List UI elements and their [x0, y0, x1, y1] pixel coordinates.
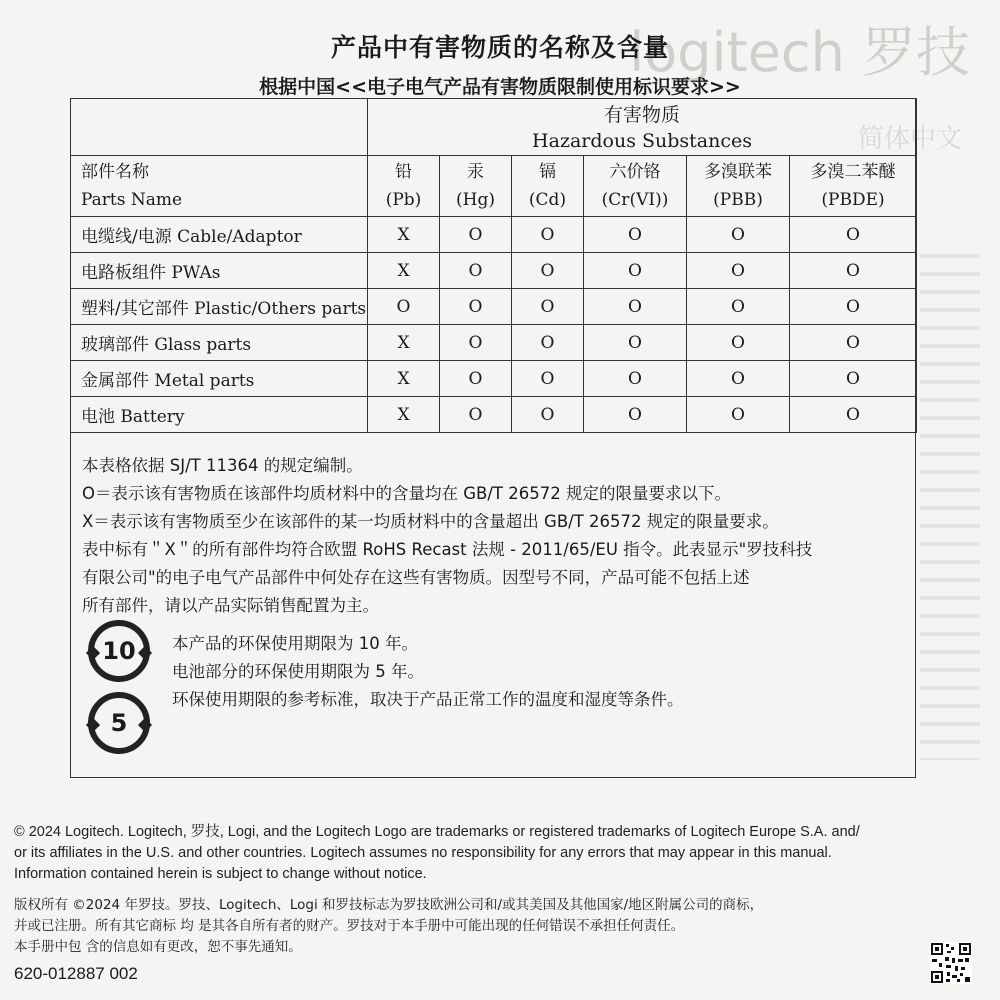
value-cell: X	[368, 361, 440, 397]
note-line: 所有部件，请以产品实际销售配置为主。	[82, 596, 379, 615]
column-header-hg: 汞 (Hg)	[440, 156, 512, 217]
note-line: 本表格依据 SJ/T 11364 的规定编制。	[82, 456, 363, 475]
part-name-cell: 电池 Battery	[71, 397, 368, 433]
value-cell: O	[790, 253, 917, 289]
copyright-cn-line: 并或已注册。所有其它商标 均 是其各自所有者的财产。罗技对于本手册中可能出现的任何错误不承担任何责任。	[14, 918, 685, 934]
value-cell: O	[584, 217, 687, 253]
column-header-cd: 镉 (Cd)	[512, 156, 584, 217]
value-cell: O	[790, 289, 917, 325]
value-cell: X	[368, 217, 440, 253]
value-cell: O	[368, 289, 440, 325]
epup-10-icon: 10	[88, 620, 150, 682]
epup-description	[172, 630, 684, 714]
table-row	[71, 217, 917, 253]
value-cell: O	[512, 325, 584, 361]
copyright-en-line: Information contained herein is subject to change without notice.	[14, 866, 427, 882]
table-notes	[82, 452, 912, 620]
value-cell: O	[440, 361, 512, 397]
value-cell: O	[687, 289, 790, 325]
epup-5-icon: 5	[88, 692, 150, 754]
value-cell: O	[512, 217, 584, 253]
copyright-en-line: or its affiliates in the U.S. and other countries. Logitech assumes no responsibility for any errors that may appear in this manual.	[14, 845, 832, 861]
copyright-cn-line: 版权所有 ©2024 年罗技。罗技、Logitech、Logi 和罗技标志为罗技欧洲公司和/或其美国及其他国家/地区附属公司的商标，	[14, 897, 764, 913]
note-line: X＝表示该有害物质至少在该部件的某一均质材料中的含量超出 GB/T 26572 规定的限量要求。	[82, 512, 779, 531]
value-cell: O	[687, 361, 790, 397]
value-cell: X	[368, 253, 440, 289]
column-header-cr: 六价铬 (Cr(VI))	[584, 156, 687, 217]
value-cell: O	[440, 289, 512, 325]
group-header-en: Hazardous Substances	[368, 127, 917, 156]
part-header-en: Parts Name	[81, 190, 183, 210]
table-row	[71, 325, 917, 361]
column-header-pbde: 多溴二苯醚 (PBDE)	[790, 156, 917, 217]
column-header-pbb: 多溴联苯 (PBB)	[687, 156, 790, 217]
value-cell: O	[512, 253, 584, 289]
group-header-cn: 有害物质	[368, 99, 917, 128]
part-header-cn: 部件名称	[81, 162, 149, 182]
value-cell: O	[440, 253, 512, 289]
page-title: 产品中有害物质的名称及含量	[330, 33, 669, 62]
value-cell: O	[440, 217, 512, 253]
value-cell: O	[584, 289, 687, 325]
value-cell: O	[687, 217, 790, 253]
table-row	[71, 397, 917, 433]
part-name-cell: 玻璃部件 Glass parts	[71, 325, 368, 361]
value-cell: O	[687, 253, 790, 289]
value-cell: O	[440, 397, 512, 433]
value-cell: X	[368, 397, 440, 433]
background-language-label: 简体中文	[858, 124, 963, 154]
note-line: 表中标有＂X＂的所有部件均符合欧盟 RoHS Recast 法规 - 2011/65/EU 指令。此表显示"罗技科技	[82, 540, 813, 559]
copyright-footer	[14, 822, 974, 958]
epup-line: 环保使用期限的参考标准，取决于产品正常工作的温度和湿度等条件。	[172, 690, 684, 709]
table-row	[71, 253, 917, 289]
table-row	[71, 289, 917, 325]
note-line: O＝表示该有害物质在该部件均质材料中的含量均在 GB/T 26572 规定的限量要求以下。	[82, 484, 731, 503]
epup-line: 电池部分的环保使用期限为 5 年。	[172, 662, 424, 681]
value-cell: O	[440, 325, 512, 361]
value-cell: O	[687, 325, 790, 361]
background-logo: logitech 罗技	[629, 21, 970, 84]
value-cell: O	[687, 397, 790, 433]
value-cell: O	[584, 325, 687, 361]
hazardous-substances-table	[70, 98, 917, 433]
part-name-cell: 金属部件 Metal parts	[71, 361, 368, 397]
part-name-cell: 电路板组件 PWAs	[71, 253, 368, 289]
copyright-cn-line: 本手册中包 含的信息如有更改，恕不事先通知。	[14, 939, 302, 955]
value-cell: O	[512, 397, 584, 433]
value-cell: O	[584, 361, 687, 397]
page-subtitle: 根据中国<<电子电气产品有害物质限制使用标识要求>>	[259, 76, 741, 98]
part-number: 620-012887 002	[14, 964, 138, 983]
value-cell: O	[584, 253, 687, 289]
value-cell: O	[512, 289, 584, 325]
epup-line: 本产品的环保使用期限为 10 年。	[172, 634, 418, 653]
part-header	[71, 156, 368, 217]
value-cell: O	[790, 325, 917, 361]
value-cell: O	[512, 361, 584, 397]
column-header-pb: 铅 (Pb)	[368, 156, 440, 217]
part-name-cell: 塑料/其它部件 Plastic/Others parts	[71, 289, 368, 325]
note-line: 有限公司"的电子电气产品部件中何处存在这些有害物质。因型号不同，产品可能不包括上述	[82, 568, 750, 587]
qr-code-icon	[930, 942, 972, 984]
background-text-bleed	[920, 240, 980, 760]
value-cell: O	[790, 397, 917, 433]
value-cell: O	[584, 397, 687, 433]
value-cell: O	[790, 361, 917, 397]
table-row	[71, 361, 917, 397]
copyright-en-line: © 2024 Logitech. Logitech, 罗技, Logi, and the Logitech Logo are trademarks or registered trademarks of Logitech Europe S.A. and/	[14, 824, 860, 840]
part-name-cell: 电缆线/电源 Cable/Adaptor	[71, 217, 368, 253]
column-header-row	[71, 156, 917, 217]
value-cell: X	[368, 325, 440, 361]
value-cell: O	[790, 217, 917, 253]
